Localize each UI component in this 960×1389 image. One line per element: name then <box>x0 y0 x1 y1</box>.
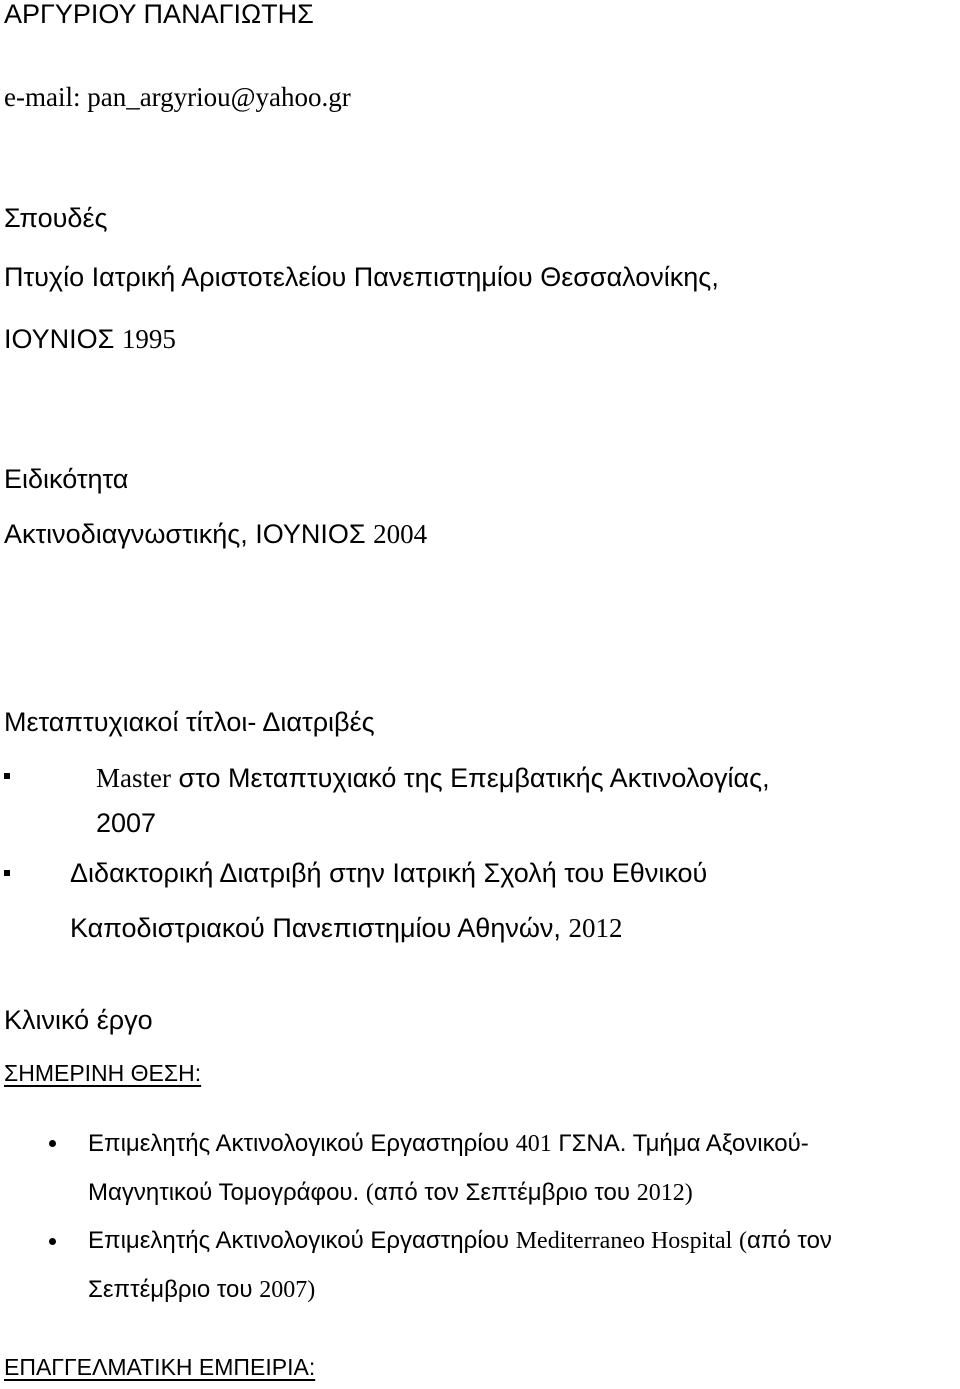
position-2-title: Επιμελητής Ακτινολογικού Εργαστηρίου <box>88 1227 510 1254</box>
position-1-dept: ΓΣΝΑ. Τμήμα Αξονικού- <box>558 1130 809 1157</box>
phd-year: 2012 <box>568 913 623 943</box>
position-1-paren: ( <box>365 1180 374 1206</box>
position-2-since: από τον <box>746 1227 832 1254</box>
position-item-2-line1 <box>88 1224 832 1258</box>
bullet-icon <box>49 1140 56 1147</box>
position-2-year: 2007) <box>259 1277 316 1303</box>
degree-date <box>4 322 176 356</box>
master-text: στο Μεταπτυχιακό της Επεμβατικής Ακτινολογίας, <box>178 763 770 793</box>
person-name: ΑΡΓΥΡΙΟΥ ΠΑΝΑΓΙΩΤΗΣ <box>4 0 314 29</box>
specialty-label: Ακτινοδιαγνωστικής, ΙΟΥΝΙΟΣ <box>4 519 366 549</box>
position-1-dept-cont: Μαγνητικού Τομογράφου. <box>88 1179 360 1206</box>
postgrad-heading: Μεταπτυχιακοί τίτλοι- Διατριβές <box>4 707 375 737</box>
specialty-heading: Ειδικότητα <box>4 464 129 494</box>
position-1-year: 2012) <box>636 1180 693 1206</box>
position-2-hospital: Mediterraneo Hospital <box>515 1228 733 1254</box>
postgrad-item-master <box>96 761 770 795</box>
phd-university: Καποδιστριακού Πανεπιστημίου Αθηνών, <box>70 913 561 943</box>
current-position-heading: ΣΗΜΕΡΙΝΗ ΘΕΣΗ: <box>4 1060 202 1086</box>
position-2-paren: ( <box>738 1228 747 1254</box>
square-bullet-icon <box>4 870 10 876</box>
position-item-1-line1 <box>88 1127 809 1161</box>
position-item-1-line2 <box>88 1176 693 1210</box>
square-bullet-icon <box>4 773 10 779</box>
phd-text: Διδακτορική Διατριβή στην Ιατρική Σχολή του Εθνικού <box>70 858 708 888</box>
position-1-title: Επιμελητής Ακτινολογικού Εργαστηρίου <box>88 1130 510 1157</box>
studies-heading: Σπουδές <box>4 203 108 233</box>
degree-text: Πτυχίο Ιατρική Αριστοτελείου Πανεπιστημίου Θεσσαλονίκης, <box>4 262 719 292</box>
specialty-year: 2004 <box>373 519 428 549</box>
master-lead: Master <box>96 763 171 793</box>
position-1-number: 401 <box>515 1131 552 1157</box>
position-2-since-cont: Σεπτέμβριο του <box>88 1276 253 1303</box>
degree-month: ΙΟΥΝΙΟΣ <box>4 324 115 354</box>
clinical-heading: Κλινικό έργο <box>4 1005 153 1035</box>
specialty-text <box>4 517 427 551</box>
bullet-icon <box>49 1238 56 1245</box>
email-text: e-mail: pan_argyriou@yahoo.gr <box>4 82 351 112</box>
position-item-2-line2 <box>88 1273 315 1307</box>
degree-year: 1995 <box>121 324 176 354</box>
experience-heading: ΕΠΑΓΓΕΛΜΑΤΙΚΗ ΕΜΠΕΙΡΙΑ: <box>4 1354 316 1380</box>
phd-text-line2 <box>70 911 622 945</box>
master-year: 2007 <box>96 808 157 838</box>
position-1-since: από τον Σεπτέμβριο του <box>373 1179 631 1206</box>
